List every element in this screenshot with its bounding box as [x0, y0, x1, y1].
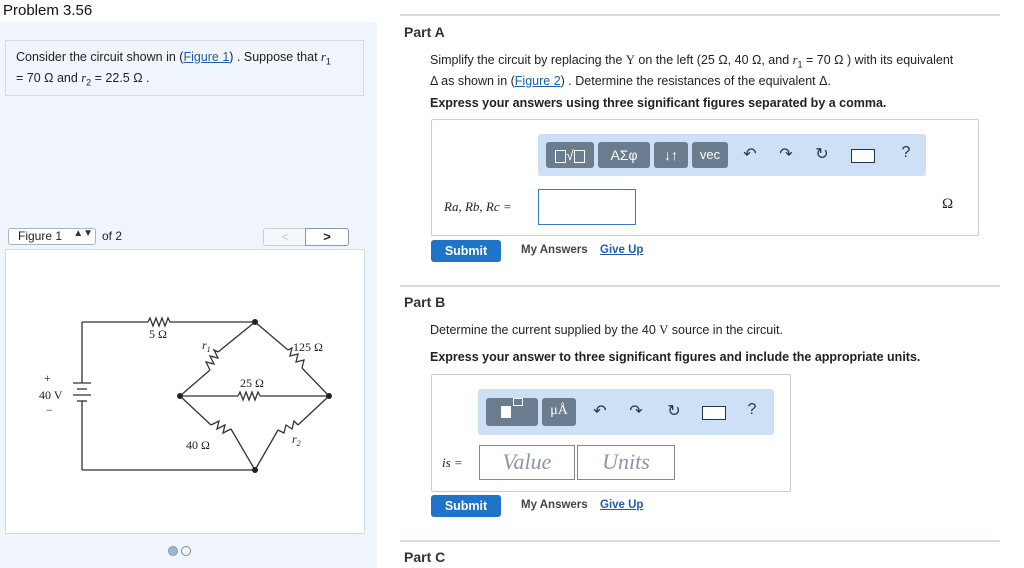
- undo-icon[interactable]: ↶: [743, 146, 757, 163]
- unit-label: Ω: [942, 196, 954, 212]
- figure-select-value: Figure 1: [18, 229, 63, 243]
- r1-sub: 1: [325, 56, 331, 67]
- part-a-question: [430, 52, 1002, 89]
- next-figure-button[interactable]: >: [305, 228, 349, 246]
- page-dot-1[interactable]: [168, 546, 178, 556]
- y-symbol: Y: [625, 53, 635, 67]
- question-text: Δ.: [819, 73, 831, 88]
- problem-text: Consider the circuit shown in (: [16, 50, 184, 64]
- question-text: Simplify the circuit by replacing the: [430, 53, 626, 67]
- page-title: Problem 3.56: [3, 2, 93, 19]
- fraction-template-icon[interactable]: [486, 398, 538, 426]
- greek-letters-button[interactable]: ΑΣφ: [598, 142, 650, 168]
- r1-sub: 1: [797, 59, 803, 70]
- resistor-125-ohm-label: 125 Ω: [293, 340, 323, 354]
- part-b-question: [430, 322, 783, 338]
- r2-symbol: r: [81, 70, 87, 85]
- question-text: as shown in (: [437, 73, 515, 88]
- resistor-5-ohm-label: 5 Ω: [149, 327, 167, 341]
- r2-sub: 2: [86, 77, 92, 87]
- units-input[interactable]: Units: [577, 445, 675, 480]
- select-arrows-icon: ▲▼: [73, 228, 93, 239]
- part-a-give-up[interactable]: Give Up: [600, 244, 644, 256]
- answer-label: Ra, Rb, Rc =: [444, 199, 512, 214]
- part-a-submit-button[interactable]: Submit: [431, 240, 501, 262]
- question-text: = 70 Ω ) with its equivalent: [802, 53, 954, 67]
- previous-figure-button[interactable]: <: [263, 228, 307, 246]
- r1-label: $r_1$: [202, 338, 211, 354]
- question-text: Determine the current supplied by the 40: [430, 323, 660, 337]
- resistor-25-ohm-label: 25 Ω: [240, 376, 264, 390]
- figure-1-link[interactable]: Figure 1: [183, 50, 230, 64]
- problem-text: = 70 Ω and: [16, 70, 82, 85]
- part-b-give-up[interactable]: Give Up: [600, 499, 644, 511]
- v-symbol: V: [659, 323, 669, 337]
- reset-icon[interactable]: ↻: [815, 146, 829, 163]
- part-a-answer-box: [431, 119, 979, 236]
- figure-select[interactable]: [8, 228, 96, 245]
- resistor-40-ohm-label: 40 Ω: [186, 438, 210, 452]
- source-voltage-label: 40 V: [39, 388, 63, 402]
- help-icon[interactable]: ?: [747, 401, 757, 418]
- part-b-instruction: Express your answer to three significant figures and include the appropriate units.: [430, 350, 921, 364]
- redo-icon[interactable]: ↷: [779, 146, 793, 163]
- part-b-toolbar: [478, 389, 774, 435]
- figure-pagination: [168, 543, 194, 561]
- figure-viewer: [5, 249, 365, 534]
- vector-button[interactable]: vec: [692, 142, 728, 168]
- keyboard-icon[interactable]: [702, 406, 726, 420]
- question-text: source in the circuit.: [668, 323, 783, 337]
- divider: [400, 285, 1000, 287]
- page-dot-2[interactable]: [181, 546, 191, 556]
- resistances-input[interactable]: [538, 189, 636, 225]
- part-b-submit-button[interactable]: Submit: [431, 495, 501, 517]
- r1-symbol: r: [321, 50, 326, 64]
- divider: [400, 14, 1000, 16]
- figure-count: of 2: [102, 229, 123, 243]
- help-icon[interactable]: ?: [901, 144, 911, 161]
- problem-text: ) . Suppose that: [229, 50, 322, 64]
- keyboard-icon[interactable]: [851, 149, 875, 163]
- figure-2-link[interactable]: Figure 2: [514, 73, 561, 88]
- part-a-title: Part A: [404, 24, 445, 40]
- question-text: on the left (25 Ω, 40 Ω, and: [634, 53, 793, 67]
- problem-text: = 22.5 Ω .: [91, 70, 150, 85]
- part-a-my-answers[interactable]: My Answers: [521, 244, 588, 256]
- part-b-title: Part B: [404, 294, 446, 310]
- problem-statement: [5, 40, 364, 96]
- question-text: ) . Determine the resistances of the equivalent: [560, 73, 820, 88]
- circuit-diagram: [6, 250, 364, 533]
- units-button[interactable]: μÅ: [542, 398, 576, 426]
- part-c-title: Part C: [404, 549, 446, 565]
- sqrt-template-icon[interactable]: √: [546, 142, 594, 168]
- subscript-superscript-button[interactable]: ↓↑: [654, 142, 688, 168]
- source-plus: +: [44, 371, 51, 385]
- figure-navigation: [5, 226, 363, 248]
- r2-label: $r_2$: [292, 432, 301, 448]
- part-b-answer-box: [431, 374, 791, 492]
- value-input[interactable]: Value: [479, 445, 575, 480]
- answer-label: is =: [442, 455, 463, 470]
- reset-icon[interactable]: ↻: [667, 403, 681, 420]
- divider: [400, 540, 1000, 542]
- undo-icon[interactable]: ↶: [593, 403, 607, 420]
- r1-symbol: r: [792, 53, 798, 67]
- part-a-instruction: Express your answers using three significant figures separated by a comma.: [430, 96, 887, 110]
- delta-symbol: Δ: [430, 73, 438, 88]
- redo-icon[interactable]: ↷: [629, 403, 643, 420]
- source-minus: −: [46, 403, 53, 417]
- part-a-toolbar: [538, 134, 926, 176]
- part-b-my-answers[interactable]: My Answers: [521, 499, 588, 511]
